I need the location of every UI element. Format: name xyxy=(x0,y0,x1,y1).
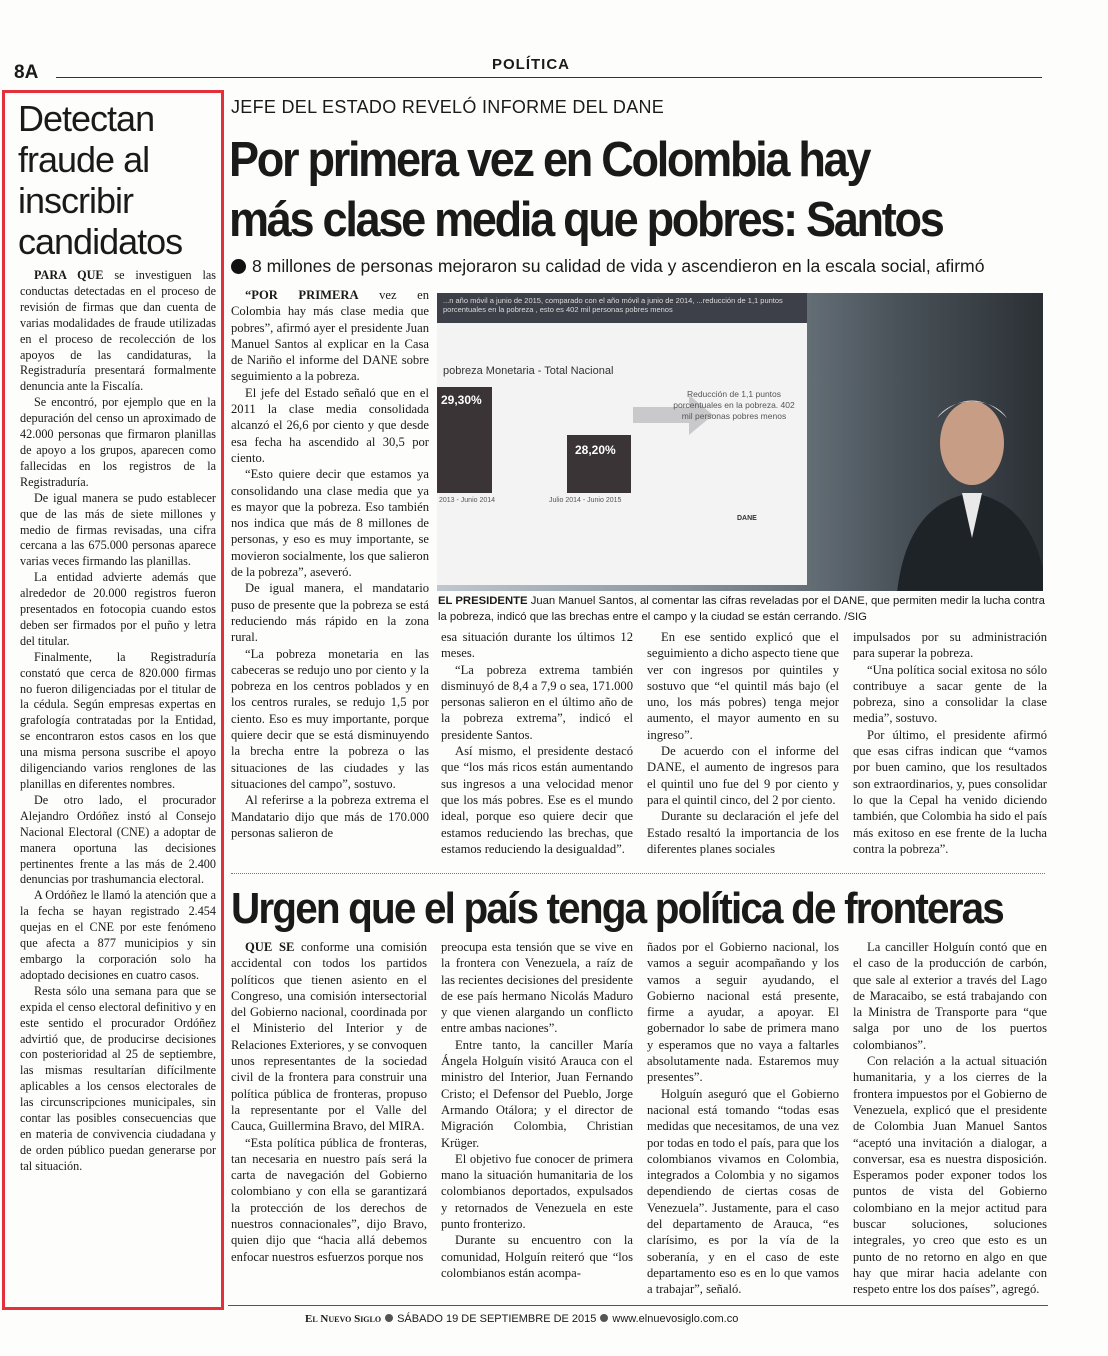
paragraph-text: esa situación durante los últimos 12 meses. xyxy=(441,630,633,661)
paragraph xyxy=(231,792,429,841)
caption-lead: EL PRESIDENTE xyxy=(438,595,528,607)
paragraph xyxy=(441,629,633,662)
paragraph xyxy=(853,1053,1047,1297)
second-col-1 xyxy=(231,939,427,1265)
paragraph xyxy=(231,1135,427,1265)
paragraph-text: De acuerdo con el informe del DANE, el aumento de ingresos para el quintil uno fue del 9 por ciento y para el quintil cinco, del 2 por ciento. xyxy=(647,744,839,807)
paragraph-text: conforme una comisión accidental con todos los partidos políticos que tienen asiento en el Congreso, una comisión intersectorial del Gobierno nacional, coordinada por el Ministerio del Interior y de Relaciones Exteriores, y se convoquen unos representantes de la sociedad civil de la frontera para construir una política pública de fronteras, propuso la representante por el Valle del Cauca, Guillermina Bravo, del MIRA. xyxy=(231,940,428,1134)
paragraph-text: De igual manera se pudo establecer que de las más de siete millones y medio de firmas revisadas, una cifra cercana a las 675.000 personas aparece varias veces firmando las planillas. xyxy=(20,490,216,569)
dot-icon xyxy=(600,1314,608,1322)
dot-icon xyxy=(385,1314,393,1322)
paragraph-text: preocupa esta tensión que se vive en la frontera con Venezuela, a raíz de las recientes decisiones del presidente de ese país hermano Nicolás Maduro y que vienen alargando un conflicto entre ambas naciones”. xyxy=(441,940,633,1036)
paragraph xyxy=(231,466,429,580)
paragraph xyxy=(647,939,839,1086)
paragraph xyxy=(647,743,839,808)
paragraph-text: La canciller Holguín contó que en el caso de la producción de carbón, que sale al exterior a través del Lago de Maracaibo, se está trabajando con la Ministra de Transporte para “que salga por uno de los puertos colombianos”. xyxy=(853,940,1047,1052)
paragraph xyxy=(441,1037,633,1151)
section-title: POLÍTICA xyxy=(492,56,570,73)
second-col-4 xyxy=(853,939,1047,1298)
paragraph-text: De otro lado, el procurador Alejandro Ordóñez instó al Consejo Nacional Electoral (CNE) a adoptar de manera oportuna las decisiones pertinentes frente a las más de 2.400 denuncias por trashumancia electoral. xyxy=(20,792,216,887)
paragraph-text: Al referirse a la pobreza extrema el Mandatario dijo que más de 170.000 personas salieron de xyxy=(231,793,429,840)
paragraph xyxy=(853,629,1047,662)
main-col-2 xyxy=(441,629,633,857)
paragraph xyxy=(231,287,429,385)
paragraph-text: Durante su declaración el jefe del Estado resaltó la importancia de los diferentes planes sociales xyxy=(647,809,839,856)
dane-logo: DANE xyxy=(737,515,757,522)
bullet-icon xyxy=(231,259,246,274)
paragraph xyxy=(231,939,427,1135)
footer xyxy=(305,1313,738,1325)
paragraph-text: Se encontró, por ejemplo que en la depuración del censo un aproximado de 42.000 personas que firmaron planillas de apoyo a los grupos, aparecen como fallecidas en los registros de la Registraduría. xyxy=(20,395,216,489)
paragraph-text: Durante su encuentro con la comunidad, Holguín reiteró que “los colombianos están acompa- xyxy=(441,1233,633,1280)
paragraph xyxy=(647,808,839,857)
paragraph xyxy=(231,646,429,793)
paragraph xyxy=(20,793,216,888)
paragraph-lead: QUE SE xyxy=(245,940,295,954)
paragraph xyxy=(20,650,216,793)
paragraph-text: De igual manera, el mandatario puso de presente que la pobreza se está reduciendo más rápido en la zona rural. xyxy=(231,581,429,645)
paragraph-text: El jefe del Estado señaló que en el 2011 la clase media consolidada alcanzó el 26,6 por ciento y que desde esa fecha ha ascendido al 30,5 por ciento. xyxy=(231,385,429,465)
footer-url: www.elnuevosiglo.com.co xyxy=(612,1313,739,1325)
paragraph xyxy=(853,662,1047,727)
paragraph-text: se investiguen las conductas detectadas en el proceso de revisión de firmas que dan cuenta de varias modalidades de fraude utilizadas en el proceso de recolección de los apoyos de las candidaturas, la Registraduría presentará formalmente denuncia ante la Fiscalía. xyxy=(20,268,216,394)
paragraph-text: Finalmente, la Registraduría constató que cerca de 820.000 firmas no fueron diligenciadas por el titular de la cédula. Según empresas expertas en grafología contratadas por la Entidad, se encontraron estos casos en los que una misma persona suscribe el apoyo diligenciando varios renglones de las planillas en diferentes nombres. xyxy=(20,649,216,791)
screen-note: Reducción de 1,1 puntos porcentuales en la pobreza. 402 mil personas pobres menos xyxy=(673,389,795,421)
paragraph-lead: PARA QUE xyxy=(34,268,104,282)
paragraph-text: A Ordóñez le llamó la atención que a la fecha se hayan registrado 2.454 quejas en el CNE por este fenómeno que afecta a 877 municipios y sin embargo la corporación solo ha adoptado decisiones en cuatro casos. xyxy=(20,888,216,982)
screen-header: ...n año móvil a junio de 2015, comparado con el año móvil a junio de 2014, ...reducción de 1,1 puntos porcentuales en la pobreza , esto es 402 mil personas pobres menos xyxy=(437,293,807,323)
paragraph-text: Con relación a la actual situación humanitaria, y a los cierres de la frontera impuestos por el Gobierno de Venezuela, explicó que el presidente de Colombia Juan Manuel Santos “aceptó una invitación a dialogar, a conversar, esa es nuestra disposición. Esperamos poder exponer todos los puntos de vista del Gobierno colombiano en la mejor actitud para buscar soluciones, soluciones integrales, yo creo que esto es un punto de no retorno en algo en que hay que mirar hacia adelante con respeto entre los dos países”, agregó. xyxy=(853,1054,1047,1297)
paragraph xyxy=(20,570,216,650)
paragraph-text: vez en Colombia hay más clase media que pobres”, afirmó ayer el presidente Juan Manuel Santos al explicar en la Casa de Nariño el informe del DANE sobre seguimiento a la pobreza. xyxy=(231,288,429,384)
bar-2014 xyxy=(437,387,492,493)
paragraph xyxy=(231,580,429,645)
paragraph xyxy=(20,268,216,395)
paragraph xyxy=(853,939,1047,1053)
paragraph-text: “Una política social exitosa no sólo contribuye a sacar gente de la pobreza, sino a consolidar la clase media”, sostuvo. xyxy=(853,662,1047,726)
paragraph-text: impulsados por su administración para superar la pobreza. xyxy=(853,630,1047,661)
paragraph-text: Holguín aseguró que el Gobierno nacional está tomando “todas esas medidas que necesitamos, de una vez por todas en todo el país, para que los colombianos vivamos en Colombia, integrados a Colombia y no sigamos dependiendo de ciertas cosas de Venezuela”. Justamente, para el caso del departamento de Arauca, “es clarísimo, es por la vía de la soberanía, y en el caso de este departamento eso es en lo que vamos a trabajar”, señaló. xyxy=(647,1086,839,1297)
paragraph-text: El objetivo fue conocer de primera mano la situación humanitaria de los colombianos deportados, expulsados y retornados de Venezuela en este punto fronterizo. xyxy=(441,1151,633,1232)
second-headline: Urgen que el país tenga política de fronteras xyxy=(231,884,1003,933)
footer-rule xyxy=(228,1305,1048,1306)
main-col-1 xyxy=(231,287,429,841)
paragraph xyxy=(441,662,633,743)
headline-line-1: Por primera vez en Colombia hay xyxy=(229,133,870,187)
photo xyxy=(437,293,1043,591)
footer-paper: El Nuevo Siglo xyxy=(305,1313,382,1325)
paragraph xyxy=(441,743,633,857)
second-col-2 xyxy=(441,939,633,1281)
paragraph xyxy=(231,385,429,466)
paragraph xyxy=(647,1086,839,1298)
screen-chart-title: pobreza Monetaria - Total Nacional xyxy=(443,365,614,377)
paragraph xyxy=(441,939,633,1037)
paragraph-text: Entre tanto, la canciller María Ángela Holguín visitó Arauca con el ministro del Interior, Juan Fernando Cristo; el Defensor del Pueblo, Jorge Armando Otálora; y el director de Migración Colombia, Christian Krüger. xyxy=(441,1037,633,1150)
paragraph xyxy=(20,395,216,490)
dek xyxy=(231,256,985,277)
bar-2014-label: 29,30% xyxy=(441,393,482,407)
paragraph xyxy=(441,1232,633,1281)
paragraph xyxy=(853,727,1047,857)
paragraph-text: “La pobreza extrema también disminuyó de 8,4 a 7,9 o sea, 171.000 personas salieron en el último año de la pobreza extrema”, indicó el presidente Santos. xyxy=(441,662,633,742)
presentation-screen xyxy=(437,293,807,585)
caption-text: Juan Manuel Santos, al comentar las cifras reveladas por el DANE, que permiten medir la lucha contra la pobreza, indicó que las brechas entre el campo y la ciudad se están cerrando. /SIG xyxy=(438,595,1045,623)
sidebar-body xyxy=(20,268,216,1175)
page-number: 8A xyxy=(14,62,39,83)
main-headline xyxy=(229,130,983,250)
paragraph-text: “Esto quiere decir que estamos ya consolidando una clase media que ya es mayor que la pobreza. Eso también nos indica que más de 8 millones de personas, y eso es muy importante, se movieron socialmente, los que salieron de la pobreza”, aseveró. xyxy=(231,467,429,580)
second-col-3 xyxy=(647,939,839,1298)
paragraph xyxy=(20,984,216,1175)
dek-text: 8 millones de personas mejoraron su calidad de vida y ascendieron en la escala social, afirmó xyxy=(252,256,985,276)
header-rule xyxy=(56,77,1042,78)
paragraph xyxy=(647,629,839,743)
paragraph-text: Por último, el presidente afirmó que esas cifras indican que “vamos por buen camino, que los resultados son extraordinarios, y, pues consolidar lo que la Cepal ha venido diciendo también, que Colombia ha sido el país más exitoso en ese frente de la lucha contra la pobreza”. xyxy=(853,727,1047,856)
main-col-3 xyxy=(647,629,839,857)
paragraph xyxy=(20,491,216,571)
sidebar-headline: Detectan fraude al inscribir candidatos xyxy=(18,98,183,262)
paragraph-text: ñados por el Gobierno nacional, los vamos a seguir acompañando y los vamos a seguir ayudando, el Gobierno nacional está presente, firme a ayudar, a apoyar. El gobernador lo sabe de primera mano y esperamos que no vaya a faltarles absolutamente nada. Estaremos muy presentes”. xyxy=(647,940,839,1085)
paragraph xyxy=(441,1151,633,1232)
paragraph-text: “La pobreza monetaria en las cabeceras se redujo uno por ciento y la pobreza en los centros poblados y en los centros rurales, se redujo 1,5 por ciento. Eso es muy importante, porque quiere decir que se está disminuyendo la brecha entre la pobreza o las situaciones de las ciudades y las situaciones del campo”, sostuvo. xyxy=(231,646,429,791)
paragraph-text: En ese sentido explicó que el seguimiento a dicho aspecto tiene que ver con ingresos por quintiles y sostuvo que “el quintil más bajo (el uno, los más pobres) tenga mejor aumento, el mayor aumento en su ingreso”. xyxy=(647,630,839,742)
kicker: JEFE DEL ESTADO REVELÓ INFORME DEL DANE xyxy=(231,97,665,117)
bar-2015 xyxy=(567,435,631,493)
story-divider xyxy=(231,873,1045,874)
paragraph xyxy=(20,888,216,983)
photo-caption xyxy=(438,594,1046,625)
axis-label-1: 2013 - Junio 2014 xyxy=(439,497,496,504)
person-silhouette xyxy=(877,373,1043,591)
paragraph-text: La entidad advierte además que alrededor de 20.000 registros fueron presentados en fotocopia cuando estos deben ser firmados por el puño y letra del titular. xyxy=(20,570,216,648)
paragraph-text: Así mismo, el presidente destacó que “los más ricos están aumentando sus ingresos a una velocidad menor que los más pobres. Ese es el mundo ideal, porque eso quiere decir que estamos reduciendo las brechas, que estamos reduciendo la desigualdad”. xyxy=(441,744,633,856)
main-col-4 xyxy=(853,629,1047,857)
paragraph-text: Resta sólo una semana para que se expida el censo electoral definitivo y en este sentido el procurador Ordóñez advirtió que, de producirse decisiones con posterioridad al 25 de septiembre, las mismas resultarían difícilmente aplicables a los censos electorales de las circunscripciones municipales, sin contar las posibles consecuencias que en materia de convivencia ciudadana y de orden público puedan generarse por tal situación. xyxy=(20,983,216,1173)
paragraph-text: “Esta política pública de fronteras, tan necesaria en nuestro país será la carta de navegación del Gobierno colombiano y con ella se garantizará la protección de los derechos de nuestros connacionales”, dijo Bravo, quien dijo que “hacia allá debemos enfocar nuestros esfuerzos porque nos xyxy=(231,1135,427,1264)
paragraph-lead: “POR PRIMERA xyxy=(245,288,359,302)
footer-date: SÁBADO 19 DE SEPTIEMBRE DE 2015 xyxy=(397,1313,597,1325)
axis-label-2: Julio 2014 - Junio 2015 xyxy=(549,497,622,504)
headline-line-2: más clase media que pobres: Santos xyxy=(229,193,943,247)
bar-2015-label: 28,20% xyxy=(575,443,616,457)
